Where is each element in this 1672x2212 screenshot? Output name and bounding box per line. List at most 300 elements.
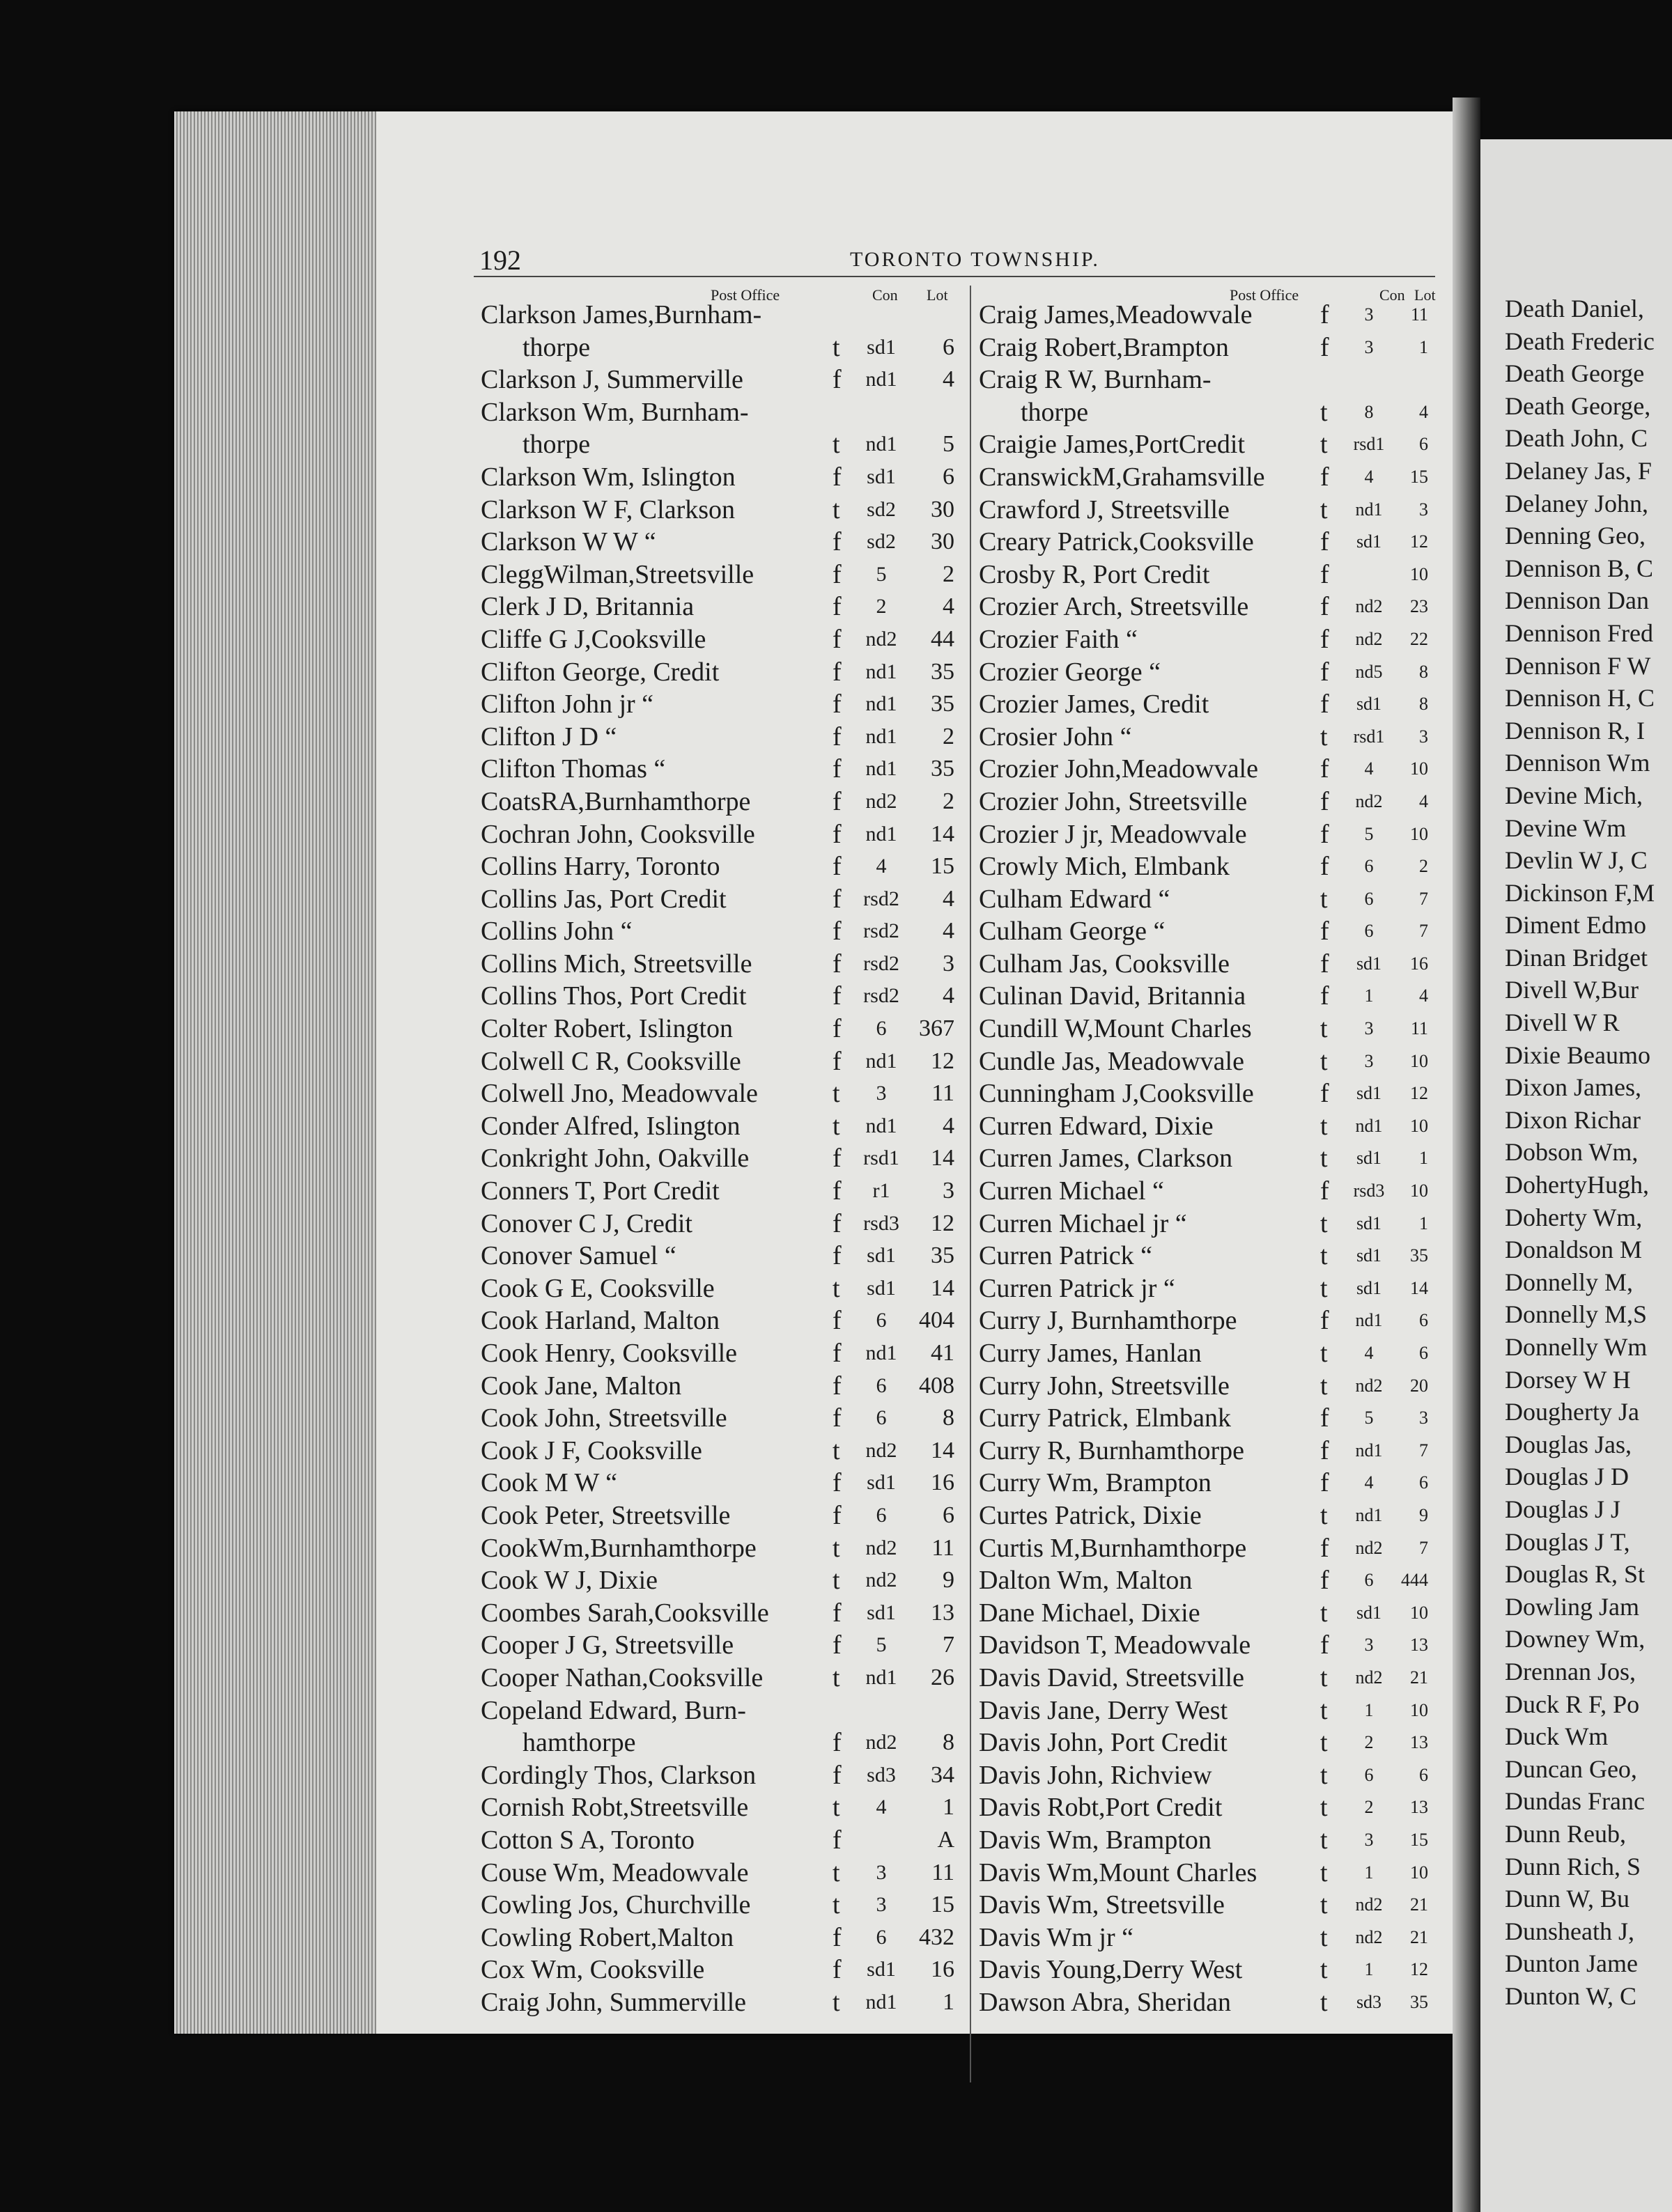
lot-number: 3 <box>1419 499 1428 520</box>
lot-number: 12 <box>931 1047 954 1074</box>
entry-row <box>1505 1233 1672 1266</box>
entry-name: Davis David, Streetsville <box>979 1662 1244 1692</box>
concession: r1 <box>872 1179 890 1203</box>
entry-name: Collins Harry, Toronto <box>481 852 720 882</box>
entry-row <box>481 1889 968 1922</box>
concession: sd1 <box>1356 1213 1382 1233</box>
occupation-code: t <box>833 494 840 524</box>
occupation-code: t <box>1320 1955 1328 1985</box>
concession: nd1 <box>865 757 897 781</box>
entry-name: Cliffe G J,Cooksville <box>481 624 706 654</box>
concession: 6 <box>1364 1570 1374 1591</box>
entry-name: Cook M W “ <box>481 1468 617 1498</box>
concession: nd2 <box>1355 596 1383 617</box>
lot-number: 4 <box>1419 401 1428 422</box>
occupation-code: f <box>833 1598 842 1628</box>
entry-row <box>1505 1720 1672 1753</box>
lot-number: 14 <box>931 820 954 847</box>
page-header <box>0 244 1672 279</box>
concession: nd1 <box>1355 1115 1383 1136</box>
lot-number: 15 <box>931 853 954 880</box>
entry-row <box>481 1175 968 1208</box>
lot-number: 6 <box>943 1502 954 1528</box>
entry-name: Conder Alfred, Islington <box>481 1111 741 1141</box>
entry-row <box>1505 1818 1672 1851</box>
page-number: 192 <box>479 244 521 276</box>
entry-name: Dowling Jam <box>1505 1592 1639 1621</box>
lot-number: 4 <box>943 366 954 393</box>
entry-name: Crozier George “ <box>979 657 1161 687</box>
entry-row <box>1505 942 1672 974</box>
entry-row <box>481 1791 968 1824</box>
entry-name: Crozier Arch, Streetsville <box>979 592 1249 622</box>
entry-name: Cordingly Thos, Clarkson <box>481 1760 757 1790</box>
concession: sd2 <box>867 530 896 554</box>
concession: 6 <box>876 1309 887 1332</box>
entry-name: Clifton George, Credit <box>481 657 720 687</box>
concession: sd3 <box>867 1763 896 1786</box>
lot-number: 6 <box>943 334 954 360</box>
entry-row <box>481 818 968 851</box>
lot-number: 8 <box>1419 694 1428 715</box>
entry-name: Cotton S A, Toronto <box>481 1825 695 1855</box>
occupation-code: t <box>1320 722 1328 751</box>
occupation-code: f <box>833 1208 842 1238</box>
entry-name: Cook J F, Cooksville <box>481 1435 702 1465</box>
entry-row <box>979 1435 1442 1467</box>
concession: 5 <box>876 562 887 586</box>
occupation-code: f <box>1320 1403 1329 1433</box>
occupation-code: t <box>833 1079 840 1109</box>
occupation-code: f <box>1320 917 1329 947</box>
entry-row <box>481 526 968 559</box>
entry-name: CleggWilman,Streetsville <box>481 559 754 589</box>
entry-name: CookWm,Burnhamthorpe <box>481 1533 757 1563</box>
concession: 1 <box>1364 1959 1374 1980</box>
concession: sd1 <box>1356 953 1382 974</box>
concession: sd1 <box>1356 1277 1382 1298</box>
occupation-code: f <box>833 1468 842 1498</box>
entry-row <box>1505 552 1672 585</box>
concession: nd5 <box>1355 661 1383 682</box>
occupation-code: f <box>1320 527 1329 557</box>
concession: 6 <box>876 1017 887 1041</box>
concession: 1 <box>1364 1862 1374 1883</box>
concession: nd1 <box>1355 1310 1383 1331</box>
occupation-code: f <box>833 852 842 882</box>
entry-row <box>1505 1656 1672 1688</box>
concession: nd2 <box>1355 1894 1383 1915</box>
lot-number: 10 <box>1410 1115 1428 1136</box>
occupation-code: f <box>833 1500 842 1530</box>
entry-row <box>979 494 1442 527</box>
concession: sd1 <box>1356 694 1382 715</box>
entry-row <box>979 1727 1442 1759</box>
concession: 4 <box>876 855 887 878</box>
occupation-code: f <box>833 1922 842 1952</box>
concession: 6 <box>876 1373 887 1397</box>
occupation-code: f <box>833 1241 842 1271</box>
lot-number: 8 <box>1419 661 1428 682</box>
entry-row <box>979 1208 1442 1240</box>
lot-number: 34 <box>931 1761 954 1788</box>
entry-name: Cook Peter, Streetsville <box>481 1500 731 1530</box>
entry-row <box>979 1824 1442 1857</box>
occupation-code: f <box>1320 1630 1329 1660</box>
lot-number: 10 <box>1410 1862 1428 1883</box>
entry-name: Death Daniel, <box>1505 295 1644 322</box>
entry-name: Curtes Patrick, Dixie <box>979 1500 1202 1530</box>
entry-row <box>1505 520 1672 552</box>
entry-name: Craig John, Summerville <box>481 1987 747 2017</box>
entry-name: Dunn Rich, S <box>1505 1852 1641 1880</box>
concession: nd1 <box>865 822 897 846</box>
occupation-code: t <box>833 1566 840 1596</box>
entry-row <box>1505 1915 1672 1948</box>
entry-row <box>979 753 1442 786</box>
lot-number: 10 <box>1410 1050 1428 1071</box>
concession: sd1 <box>867 465 896 488</box>
lot-number: 21 <box>1410 1667 1428 1688</box>
concession: 1 <box>1364 986 1374 1006</box>
entry-row <box>481 461 968 494</box>
entry-row <box>481 494 968 527</box>
lot-number: 22 <box>1410 628 1428 649</box>
entry-name: Curren Patrick “ <box>979 1241 1153 1271</box>
occupation-code: f <box>1320 1468 1329 1498</box>
concession: rsd1 <box>1353 434 1385 455</box>
lot-number: A <box>937 1826 954 1853</box>
occupation-code: f <box>1320 852 1329 882</box>
lot-number: 7 <box>1419 921 1428 942</box>
entry-row <box>1505 650 1672 683</box>
entry-row <box>481 559 968 591</box>
concession: 4 <box>1364 1472 1374 1493</box>
entry-row <box>979 1857 1442 1890</box>
occupation-code: f <box>833 1728 842 1758</box>
entry-name: Davis Jane, Derry West <box>979 1695 1228 1725</box>
lot-number: 10 <box>1410 823 1428 844</box>
occupation-code: f <box>833 722 842 751</box>
lot-number: 16 <box>931 1470 954 1496</box>
concession: sd1 <box>867 335 896 359</box>
concession: rsd2 <box>863 919 899 943</box>
occupation-code: t <box>833 1793 840 1823</box>
occupation-code: f <box>1320 462 1329 492</box>
entry-row <box>1505 877 1672 910</box>
entry-name: Couse Wm, Meadowvale <box>481 1857 749 1887</box>
entry-row <box>481 1500 968 1532</box>
entry-row <box>979 428 1442 461</box>
concession: nd1 <box>1355 1504 1383 1525</box>
lot-number: 7 <box>1419 888 1428 909</box>
entry-row <box>481 656 968 689</box>
entry-name: Creary Patrick,Cooksville <box>979 527 1254 557</box>
entry-name: Donnelly Wm <box>1505 1333 1648 1361</box>
occupation-code: t <box>1320 1793 1328 1823</box>
entry-name: Cooper Nathan,Cooksville <box>481 1662 764 1692</box>
entry-row <box>979 364 1442 396</box>
entry-row <box>481 1370 968 1403</box>
occupation-code: f <box>833 462 842 492</box>
occupation-code: f <box>833 1176 842 1206</box>
entry-row <box>979 461 1442 494</box>
entry-row <box>481 1564 968 1597</box>
lot-number: 3 <box>943 950 954 976</box>
lot-number: 2 <box>1419 856 1428 877</box>
lot-number: 14 <box>931 1145 954 1171</box>
entry-name: Colwell Jno, Meadowvale <box>481 1079 758 1109</box>
occupation-code: t <box>1320 1241 1328 1271</box>
entry-row <box>979 688 1442 721</box>
concession: nd1 <box>865 368 897 391</box>
entry-name: Clarkson James,Burnham- <box>481 300 762 329</box>
entry-row <box>979 591 1442 623</box>
occupation-code: f <box>1320 657 1329 687</box>
lot-number: 2 <box>943 561 954 587</box>
entry-name: Dennison Wm <box>1505 749 1650 777</box>
entry-row <box>481 1435 968 1467</box>
entry-name: Crozier John,Meadowvale <box>979 754 1258 784</box>
lot-number: 3 <box>943 1178 954 1204</box>
lot-number: 16 <box>931 1956 954 1983</box>
occupation-code: f <box>833 690 842 719</box>
entry-name: Davis John, Port Credit <box>979 1728 1228 1758</box>
entry-name: Crozier J jr, Meadowvale <box>979 819 1247 849</box>
entry-name: Cook G E, Cooksville <box>481 1273 715 1303</box>
concession: 3 <box>1364 304 1374 325</box>
concession: sd2 <box>867 497 896 521</box>
concession: 2 <box>876 595 887 618</box>
entry-name: Davis Young,Derry West <box>979 1955 1243 1985</box>
occupation-code: f <box>1320 1435 1329 1465</box>
entry-row <box>1505 1623 1672 1656</box>
concession: 4 <box>876 1796 887 1819</box>
entry-name: Clerk J D, Britannia <box>481 592 695 622</box>
lot-number: 1 <box>1419 1148 1428 1169</box>
concession: 4 <box>1364 1343 1374 1363</box>
page-edge <box>174 111 376 2034</box>
entry-name: Clarkson J, Summerville <box>481 365 743 395</box>
concession: nd2 <box>865 1568 897 1592</box>
occupation-code: f <box>1320 1176 1329 1206</box>
concession: 6 <box>876 1925 887 1949</box>
lot-number: 44 <box>931 625 954 652</box>
occupation-code: t <box>1320 1922 1328 1952</box>
entry-name: Douglas J D <box>1505 1463 1629 1491</box>
entry-name: Donnelly M, <box>1505 1268 1633 1296</box>
occupation-code: t <box>1320 884 1328 914</box>
entry-row <box>481 1824 968 1857</box>
entry-row <box>979 332 1442 364</box>
entry-name: Duck Wm <box>1505 1722 1609 1751</box>
entry-name: Dixon James, <box>1505 1073 1641 1102</box>
entry-name: Craig R W, Burnham- <box>979 365 1212 395</box>
lot-number: 14 <box>931 1437 954 1463</box>
occupation-code: t <box>1320 1208 1328 1238</box>
entry-name: Crozier John, Streetsville <box>979 786 1248 816</box>
occupation-code: t <box>1320 1825 1328 1855</box>
occupation-code: t <box>1320 1371 1328 1401</box>
concession: rsd2 <box>863 887 899 910</box>
entry-row <box>1505 1753 1672 1786</box>
lot-number: 35 <box>931 658 954 685</box>
entry-name: Dennison Dan <box>1505 586 1649 615</box>
entry-row <box>979 1077 1442 1110</box>
lot-number: 9 <box>1419 1504 1428 1525</box>
entry-row <box>1505 1169 1672 1201</box>
lot-number: 404 <box>919 1307 954 1334</box>
occupation-code: t <box>1320 494 1328 524</box>
entry-name: Clarkson W F, Clarkson <box>481 494 736 524</box>
entry-name: Cook Harland, Malton <box>481 1306 720 1336</box>
entry-name: Cunningham J,Cooksville <box>979 1079 1254 1109</box>
lot-number: 12 <box>1410 1959 1428 1980</box>
entry-row <box>481 1077 968 1110</box>
concession: rsd3 <box>1353 1181 1385 1201</box>
entry-name: Cook Henry, Cooksville <box>481 1339 738 1368</box>
occupation-code: t <box>1320 430 1328 460</box>
concession: sd1 <box>867 1244 896 1268</box>
occupation-code: t <box>833 332 840 362</box>
lot-number: 10 <box>1410 1181 1428 1201</box>
entry-name: Davis Wm, Streetsville <box>979 1890 1225 1920</box>
entry-row <box>481 1208 968 1240</box>
concession: 3 <box>1364 1635 1374 1656</box>
concession: 3 <box>876 1860 887 1884</box>
entry-name: Davis Robt,Port Credit <box>979 1793 1223 1823</box>
lot-number: 14 <box>1410 1277 1428 1298</box>
column-header <box>979 283 1442 304</box>
entry-name: Dundas Franc <box>1505 1787 1645 1816</box>
entry-row <box>979 1142 1442 1175</box>
lot-number: 9 <box>943 1567 954 1594</box>
concession: rsd1 <box>1353 726 1385 747</box>
entry-name: Curry R, Burnhamthorpe <box>979 1435 1245 1465</box>
entry-name: Curren Michael jr “ <box>979 1208 1187 1238</box>
entry-row <box>481 1467 968 1500</box>
entry-row <box>481 1759 968 1792</box>
concession: 3 <box>1364 1829 1374 1850</box>
occupation-code: t <box>833 1273 840 1303</box>
concession: 6 <box>1364 856 1374 877</box>
lot-number: 35 <box>931 1243 954 1269</box>
lot-number: 13 <box>931 1599 954 1626</box>
lot-number: 15 <box>931 1892 954 1918</box>
concession: nd1 <box>865 433 897 456</box>
entry-name: Donnelly M,S <box>1505 1300 1648 1329</box>
occupation-code: t <box>833 1533 840 1563</box>
lot-number: 7 <box>1419 1440 1428 1461</box>
occupation-code: f <box>833 1306 842 1336</box>
occupation-code: f <box>1320 786 1329 816</box>
occupation-code: f <box>833 365 842 395</box>
entry-row <box>1505 812 1672 845</box>
entry-row <box>481 1337 968 1370</box>
post-office-header: Post Office <box>1230 286 1299 304</box>
entry-row <box>979 526 1442 559</box>
occupation-code: f <box>833 819 842 849</box>
concession: nd1 <box>865 1114 897 1137</box>
entry-row <box>481 1240 968 1272</box>
lot-number: 1 <box>943 1794 954 1821</box>
occupation-code: f <box>833 592 842 622</box>
entry-name: Dorsey W H <box>1505 1365 1631 1394</box>
entry-name: Curtis M,Burnhamthorpe <box>979 1533 1247 1563</box>
entry-name: Douglas Jas, <box>1505 1430 1632 1458</box>
entry-row <box>1505 1331 1672 1364</box>
entry-row <box>1505 1266 1672 1299</box>
occupation-code: f <box>833 1760 842 1790</box>
lot-number: 7 <box>1419 1537 1428 1558</box>
entry-row <box>979 1629 1442 1662</box>
entry-name: Devlin W J, C <box>1505 846 1648 875</box>
entry-name: thorpe <box>522 332 591 362</box>
occupation-code: t <box>1320 1598 1328 1628</box>
entry-row <box>1505 909 1672 942</box>
entry-row <box>481 623 968 656</box>
entry-row <box>979 948 1442 981</box>
entry-name: Craig James,Meadowvale <box>979 300 1253 329</box>
lot-number: 4 <box>943 918 954 944</box>
entry-row <box>979 1532 1442 1565</box>
lot-number: 3 <box>1419 1408 1428 1428</box>
lot-number: 1 <box>943 1988 954 2015</box>
entry-name: Dougherty Ja <box>1505 1398 1639 1426</box>
entry-row <box>979 1695 1442 1727</box>
entry-name: Crowly Mich, Elmbank <box>979 852 1230 882</box>
entry-name: Cowling Robert,Malton <box>481 1922 734 1952</box>
entry-row <box>1505 1104 1672 1137</box>
concession: sd1 <box>1356 1148 1382 1169</box>
concession: rsd2 <box>863 984 899 1008</box>
entry-row <box>979 980 1442 1013</box>
lot-number: 6 <box>1419 1343 1428 1363</box>
occupation-code: t <box>1320 1695 1328 1725</box>
entry-name: Cowling Jos, Churchville <box>481 1890 751 1920</box>
lot-number: 10 <box>1410 1699 1428 1720</box>
entry-row <box>1505 422 1672 455</box>
occupation-code: t <box>1320 1500 1328 1530</box>
entry-row <box>481 1727 968 1759</box>
entry-row <box>1505 1526 1672 1559</box>
entry-row <box>481 980 968 1013</box>
entry-name: Dunton Jame <box>1505 1949 1638 1978</box>
entry-name: Dunton W, C <box>1505 1981 1637 2010</box>
entry-name: Culinan David, Britannia <box>979 981 1246 1011</box>
lot-number: 367 <box>919 1015 954 1042</box>
entry-row <box>481 883 968 916</box>
entry-name: Curry James, Hanlan <box>979 1339 1202 1368</box>
occupation-code: t <box>1320 1144 1328 1174</box>
occupation-code: t <box>1320 1987 1328 2017</box>
occupation-code: f <box>1320 1566 1329 1596</box>
header-rule <box>474 276 1435 277</box>
occupation-code: t <box>1320 1760 1328 1790</box>
lot-number: 12 <box>1410 531 1428 552</box>
concession: 5 <box>1364 823 1374 844</box>
entry-name: Death George, <box>1505 391 1651 420</box>
entry-name: CranswickM,Grahamsville <box>979 462 1265 492</box>
entry-name: Collins Thos, Port Credit <box>481 981 747 1011</box>
concession: 3 <box>1364 336 1374 357</box>
lot-number: 6 <box>1419 1472 1428 1493</box>
lot-number: 35 <box>1410 1245 1428 1266</box>
entry-name: Curry John, Streetsville <box>979 1371 1230 1401</box>
entry-row <box>1505 584 1672 617</box>
entry-row <box>1505 974 1672 1006</box>
concession: 5 <box>876 1633 887 1657</box>
